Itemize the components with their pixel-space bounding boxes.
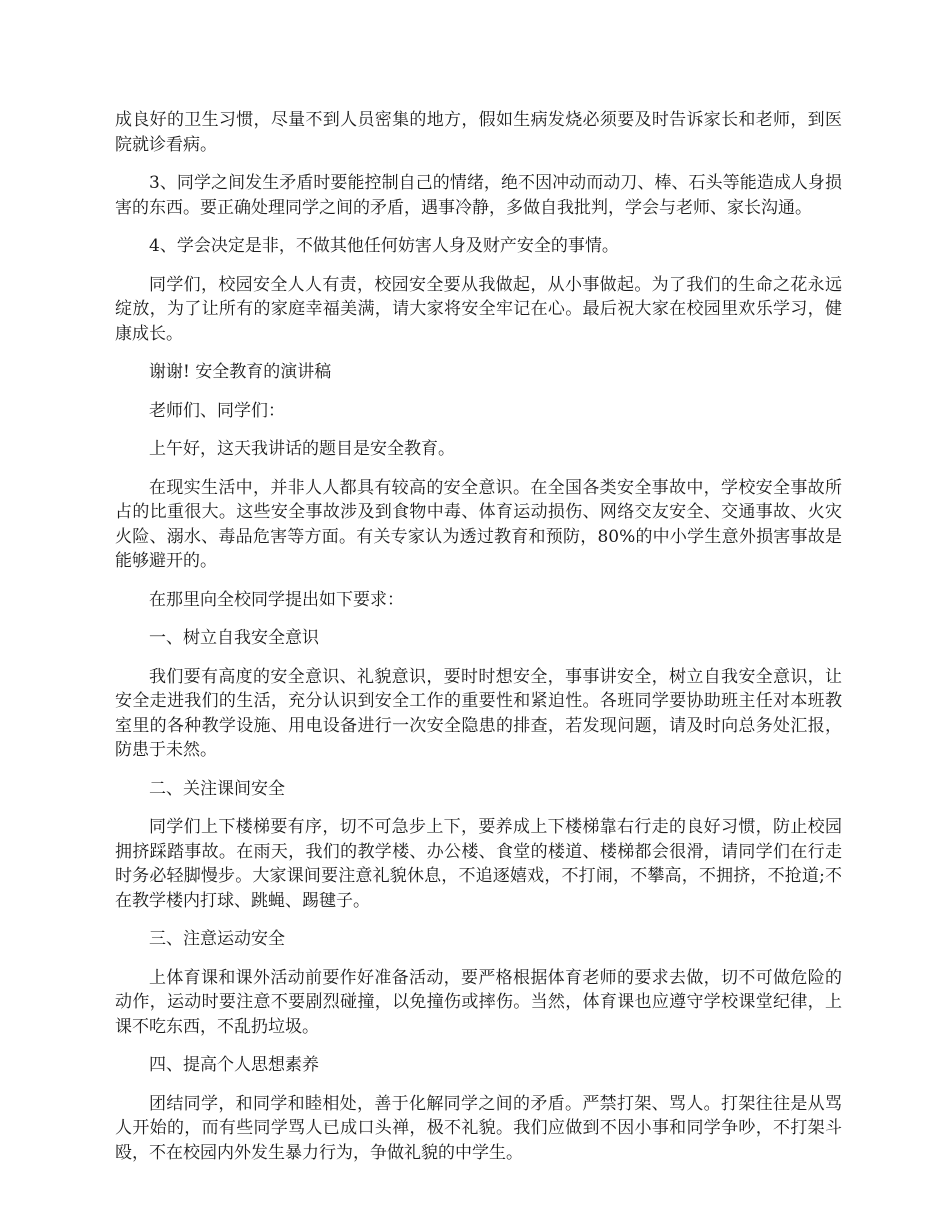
paragraph-closing: 同学们，校园安全人人有责，校园安全要从我做起，从小事做起。为了我们的生命之花永远绽放，为了让所有的家庭幸福美满，请大家将安全牢记在心。最后祝大家在校园里欢乐学习，健康成长。 xyxy=(115,274,842,344)
paragraph-item-4: 4、学会决定是非，不做其他任何妨害人身及财产安全的事情。 xyxy=(149,236,619,256)
paragraph-section-2: 同学们上下楼梯要有序，切不可急步上下，要养成上下楼梯靠右行走的良好习惯，防止校园拥挤踩踏事故。在雨天，我们的教学楼、办公楼、食堂的楼道、楼梯都会很滑，请同学们在行走时务必轻脚慢步。大家课间要注意礼貌休息，不追逐嬉戏，不打闹，不攀高，不拥挤，不抢道;不在教学楼内打球、跳蝇、踢毽子。 xyxy=(115,817,842,911)
paragraph-section-3: 上体育课和课外活动前要作好准备活动，要严格根据体育老师的要求去做，切不可做危险的动作，运动时要注意不要剧烈碰撞，以免撞伤或摔伤。当然，体育课也应遵守学校课堂纪律，上课不吃东西，不乱扔垃圾。 xyxy=(115,967,842,1037)
paragraph-intro: 在现实生活中，并非人人都具有较高的安全意识。在全国各类安全事故中，学校安全事故所占的比重很大。这些安全事故涉及到食物中毒、体育运动损伤、网络交友安全、交通事故、火灾火险、溺水、毒品危害等方面。有关专家认为透过教育和预防，80%的中小学生意外损害事故是能够避开的。 xyxy=(115,477,842,571)
paragraph-thanks-title: 谢谢! 安全教育的演讲稿 xyxy=(149,362,332,382)
paragraph-salutation: 老师们、同学们： xyxy=(149,400,285,421)
paragraph-item-3: 3、同学之间发生矛盾时要能控制自己的情绪，绝不因冲动而动刀、棒、石头等能造成人身损害的东西。要正确处理同学之间的矛盾，遇事冷静，多做自我批判，学会与老师、家长沟通。 xyxy=(115,173,842,218)
section-heading-1: 一、树立自我安全意识 xyxy=(149,628,319,648)
document-body xyxy=(115,108,842,1179)
section-heading-4: 四、提高个人思想素养 xyxy=(149,1055,319,1075)
paragraph-continuation: 成良好的卫生习惯，尽量不到人员密集的地方，假如生病发烧必须要及时告诉家长和老师，到医院就诊看病。 xyxy=(115,110,842,155)
paragraph-section-1: 我们要有高度的安全意识、礼貌意识，要时时想安全，事事讲安全，树立自我安全意识，让安全走进我们的生活，充分认识到安全工作的重要性和紧迫性。各班同学要协助班主任对本班教室里的各种教学设施、用电设备进行一次安全隐患的排查，若发现问题，请及时向总务处汇报，防患于未然。 xyxy=(115,666,842,760)
paragraph-section-4: 团结同学，和同学和睦相处，善于化解同学之间的矛盾。严禁打架、骂人。打架往往是从骂人开始的，而有些同学骂人已成口头禅，极不礼貌。我们应做到不因小事和同学争吵，不打架斗殴，不在校园内外发生暴力行为，争做礼貌的中学生。 xyxy=(115,1093,842,1163)
paragraph-requirements-lead: 在那里向全校同学提出如下要求： xyxy=(149,589,404,610)
paragraph-greeting: 上午好，这天我讲话的题目是安全教育。 xyxy=(149,439,455,459)
section-heading-3: 三、注意运动安全 xyxy=(149,929,285,949)
section-heading-2: 二、关注课间安全 xyxy=(149,778,285,799)
